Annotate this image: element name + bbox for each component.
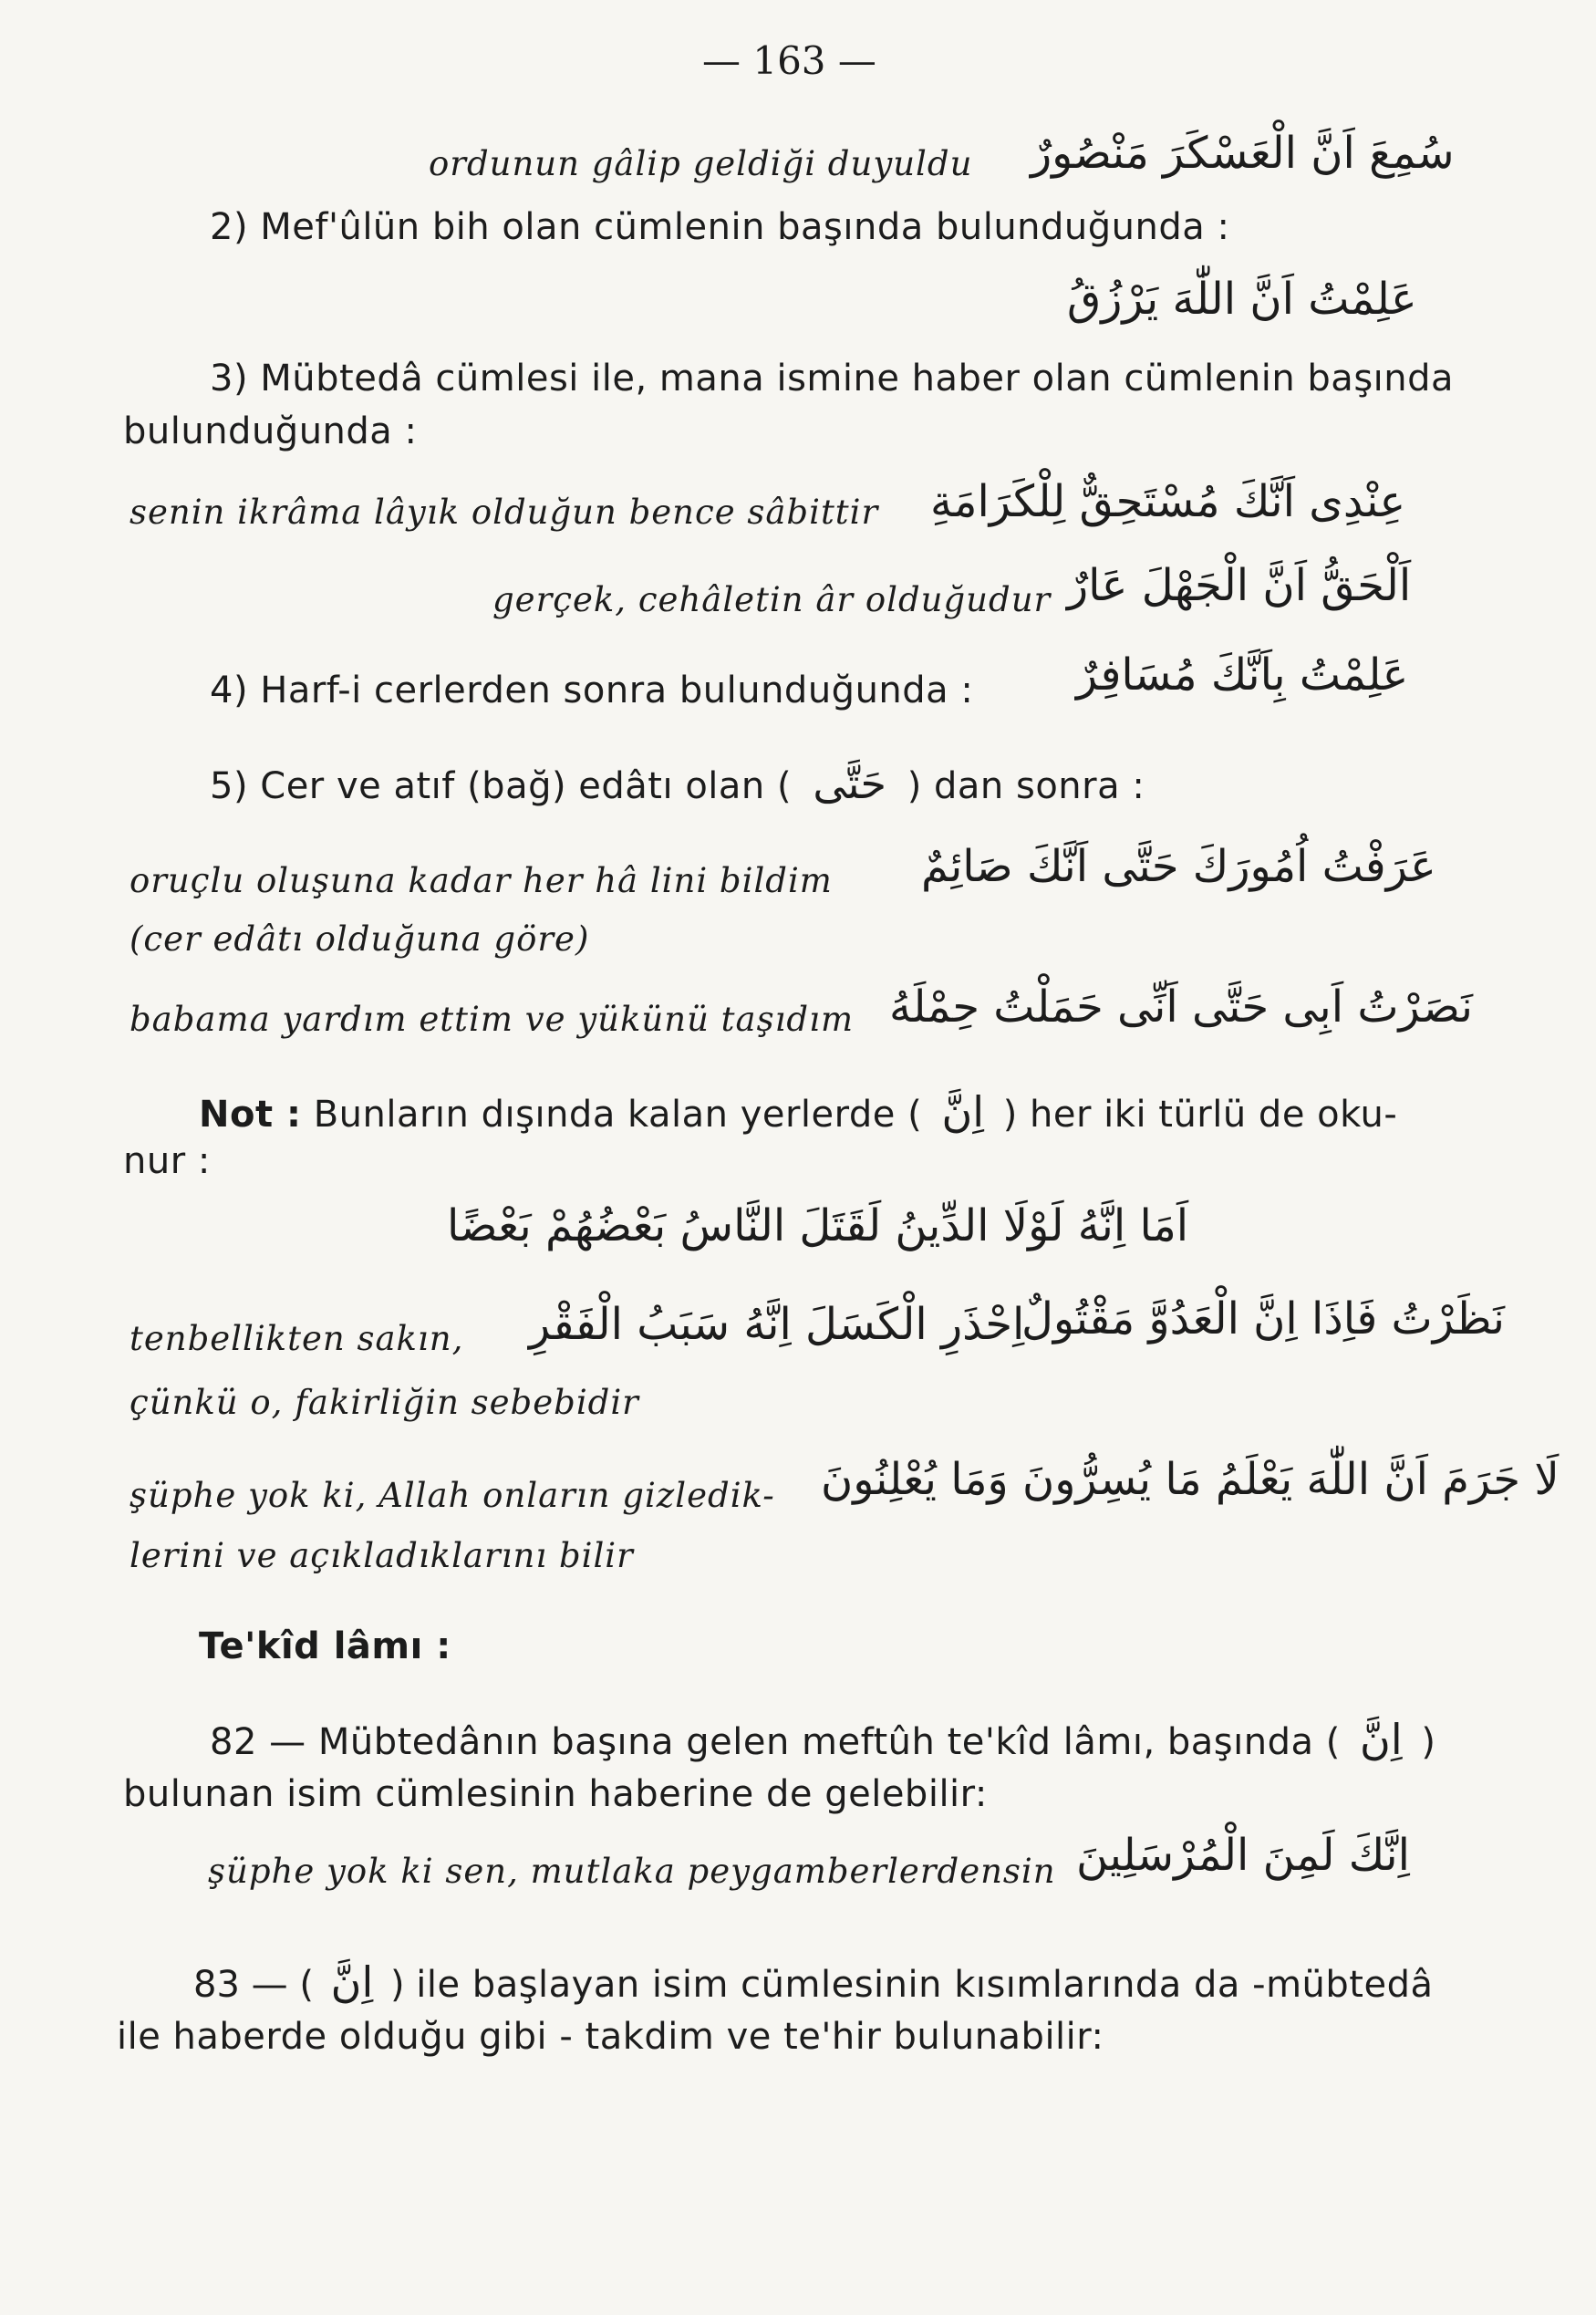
paragraph-82 — [210, 1715, 1435, 1764]
arabic-example: عَلِمْتُ اَنَّ اللّٰهَ يَرْزُقُ — [1067, 274, 1417, 325]
example-translation: şüphe yok ki, Allah onların gizledik- — [130, 1476, 775, 1515]
paragraph-83-continued: ile haberde olduğu gibi - takdim ve te'hir bulunabilir: — [117, 2016, 1104, 2058]
paragraph-82-continued: bulunan isim cümlesinin haberine de gelebilir: — [123, 1773, 988, 1815]
arabic-example: عَلِمْتُ بِاَنَّكَ مُسَافِرٌ — [1076, 649, 1409, 701]
example-translation: babama yardım ettim ve yükünü taşıdım — [130, 1000, 855, 1039]
example-translation: oruçlu oluşuna kadar her hâ lini bildim — [130, 861, 833, 900]
arabic-example: اِنَّكَ لَمِنَ الْمُرْسَلِينَ — [1076, 1830, 1410, 1881]
example-translation: tenbellikten sakın, — [130, 1319, 464, 1358]
arabic-example: عِنْدِى اَنَّكَ مُسْتَحِقٌّ لِلْكَرَامَةِ — [930, 476, 1406, 527]
note-text: Bunların dışında kalan yerlerde ( — [313, 1094, 923, 1136]
note-text-end: ) her iki türlü de oku- — [1002, 1094, 1398, 1136]
arabic-word: اِنَّ — [1360, 1715, 1403, 1764]
list-item-2: 2) Mef'ûlün bih olan cümlenin başında bulunduğunda : — [210, 206, 1230, 248]
example-translation-continued: çünkü o, fakirliğin sebebidir — [130, 1383, 639, 1422]
example-translation: ordunun gâlip geldiği duyuldu — [429, 144, 973, 183]
example-note: (cer edâtı olduğuna göre) — [130, 919, 590, 959]
arabic-example: نَصَرْتُ اَبِى حَتَّى اَنِّى حَمَلْتُ حِمْلَهُ — [889, 981, 1474, 1033]
paragraph-82-text: 82 — Mübtedânın başına gelen meftûh te'kîd lâmı, başında ( — [210, 1721, 1341, 1763]
list-item-4: 4) Harf-i cerlerden sonra bulunduğunda : — [210, 670, 974, 711]
example-translation: gerçek, cehâletin âr olduğudur — [492, 580, 1052, 619]
example-translation-continued: lerini ve açıkladıklarını bilir — [130, 1536, 634, 1575]
arabic-example: سُمِعَ اَنَّ الْعَسْكَرَ مَنْصُورٌ — [1031, 128, 1455, 179]
example-translation: senin ikrâma lâyık olduğun bence sâbittir — [130, 493, 879, 532]
arabic-example: لَا جَرَمَ اَنَّ اللّٰهَ يَعْلَمُ مَا يُسِرُّونَ وَمَا يُعْلِنُونَ — [821, 1454, 1560, 1505]
arabic-example: اَلْحَقُّ اَنَّ الْجَهْلَ عَارٌ — [1067, 560, 1412, 611]
arabic-word: اِنَّ — [941, 1087, 984, 1137]
note-label: Not : — [199, 1094, 302, 1136]
arabic-example: عَرَفْتُ اُمُورَكَ حَتَّى اَنَّكَ صَائِمٌ — [921, 841, 1436, 892]
list-item-3: 3) Mübtedâ cümlesi ile, mana ismine haber olan cümlenin başında — [210, 358, 1455, 400]
paragraph-82-text-end: ) — [1421, 1721, 1436, 1763]
section-heading: Te'kîd lâmı : — [199, 1625, 451, 1667]
paragraph-83-text: 83 — ( — [193, 1964, 314, 2006]
page-number: — 163 — — [702, 38, 876, 83]
arabic-example: اِحْذَرِ الْكَسَلَ اِنَّهُ سَبَبُ الْفَقْرِ — [529, 1299, 1025, 1350]
paragraph-83 — [193, 1957, 1434, 2007]
note-paragraph — [199, 1087, 1397, 1137]
arabic-word: حَتَّى — [813, 759, 886, 808]
list-item-5-text: 5) Cer ve atıf (bağ) edâtı olan ( — [210, 765, 793, 807]
arabic-example: نَظَرْتُ فَاِذَا اِنَّ الْعَدُوَّ مَقْتُولٌ — [1021, 1293, 1505, 1344]
paragraph-83-text-end: ) ile başlayan isim cümlesinin kısımlarında da -mübtedâ — [389, 1964, 1434, 2006]
example-translation: şüphe yok ki sen, mutlaka peygamberlerdensin — [208, 1852, 1056, 1891]
note-continued: nur : — [123, 1140, 211, 1182]
arabic-word: اِنَّ — [330, 1957, 374, 2007]
arabic-example: اَمَا اِنَّهُ لَوْلَا الدِّينُ لَقَتَلَ النَّاسُ بَعْضُهُمْ بَعْضًا — [447, 1200, 1189, 1251]
list-item-3-continued: bulunduğunda : — [123, 410, 418, 452]
list-item-5 — [210, 759, 1145, 808]
list-item-5-text-end: ) dan sonra : — [907, 765, 1145, 807]
